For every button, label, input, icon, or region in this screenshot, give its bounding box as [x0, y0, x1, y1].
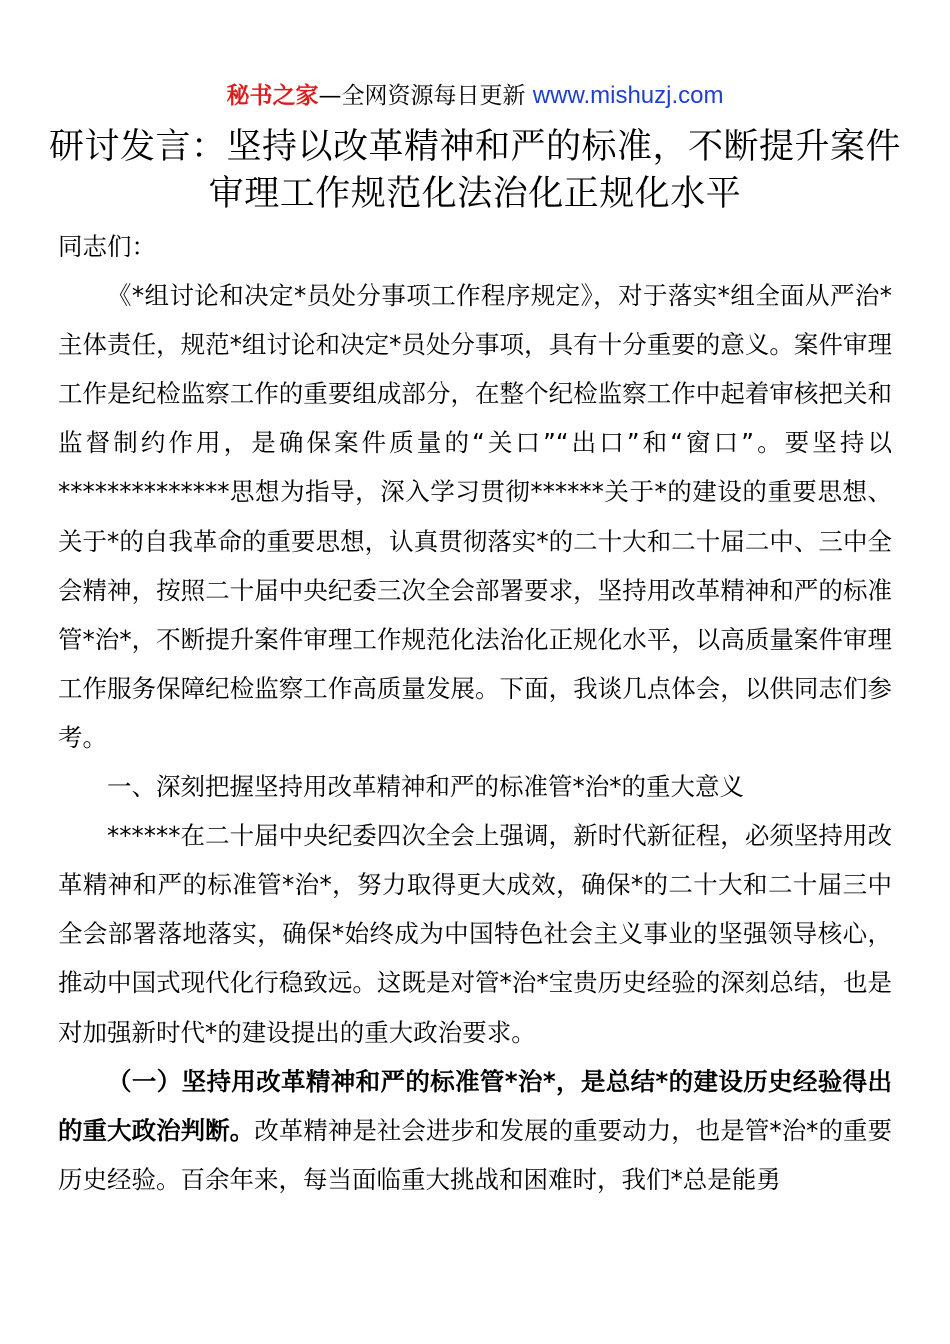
paragraph-subsection-1: [58, 1057, 892, 1204]
section-heading-1: 一、深刻把握坚持用改革精神和严的标准管*治*的重大意义: [107, 772, 744, 802]
paragraph-intro: 《*组讨论和决定*员处分事项工作程序规定》，对于落实*组全面从严治*主体责任，规范*组讨论和决定*员处分事项，具有十分重要的意义。案件审理工作是纪检监察工作的重要组成部分，在整个纪检监察工作中起着审核把关和监督制约作用，是确保案件质量的“关口”“出口”和“窗口”。要坚持以**************思想为指导，深入学习贯彻******关于*的建设的重要思想、关于*的自我革命的重要思想，认真贯彻落实*的二十大和二十届二中、三中全会精神，按照二十届中央纪委三次全会部署要求，坚持用改革精神和严的标准管*治*，不断提升案件审理工作规范化法治化正规化水平，以高质量案件审理工作服务保障纪检监察工作高质量发展。下面，我谈几点体会，以供同志们参考。: [58, 281, 892, 752]
subsection-text-1: 改革精神是社会进步和发展的重要动力，也是管*治*的重要历史经验。百余年来，每当面临重大挑战和困难时，我们*总是能勇: [58, 1115, 892, 1194]
site-url-link[interactable]: www.mishuzj.com: [532, 82, 724, 109]
site-brand: 秘书之家: [226, 83, 319, 109]
subsection-heading-1: （一）坚持用改革精神和严的标准管*治*，是总结*的建设历史经验得出的重大政治判断。: [58, 1066, 892, 1145]
site-tagline: —全网资源每日更新: [318, 83, 533, 109]
document-body: [58, 222, 892, 1204]
document-title: 研讨发言：坚持以改革精神和严的标准，不断提升案件审理工作规范化法治化正规化水平: [48, 127, 901, 214]
salutation: 同志们：: [58, 232, 156, 261]
paragraph-section-1: ******在二十届中央纪委四次全会上强调，新时代新征程，必须坚持用改革精神和严的标准管*治*，努力取得更大成效，确保*的二十大和二十届三中全会部署落地落实，确保*始终成为中国特色社会主义事业的坚强领导核心，推动中国式现代化行稳致远。这既是对管*治*宝贵历史经验的深刻总结，也是对加强新时代*的建设提出的重大政治要求。: [58, 821, 892, 1047]
site-header: [0, 80, 950, 112]
